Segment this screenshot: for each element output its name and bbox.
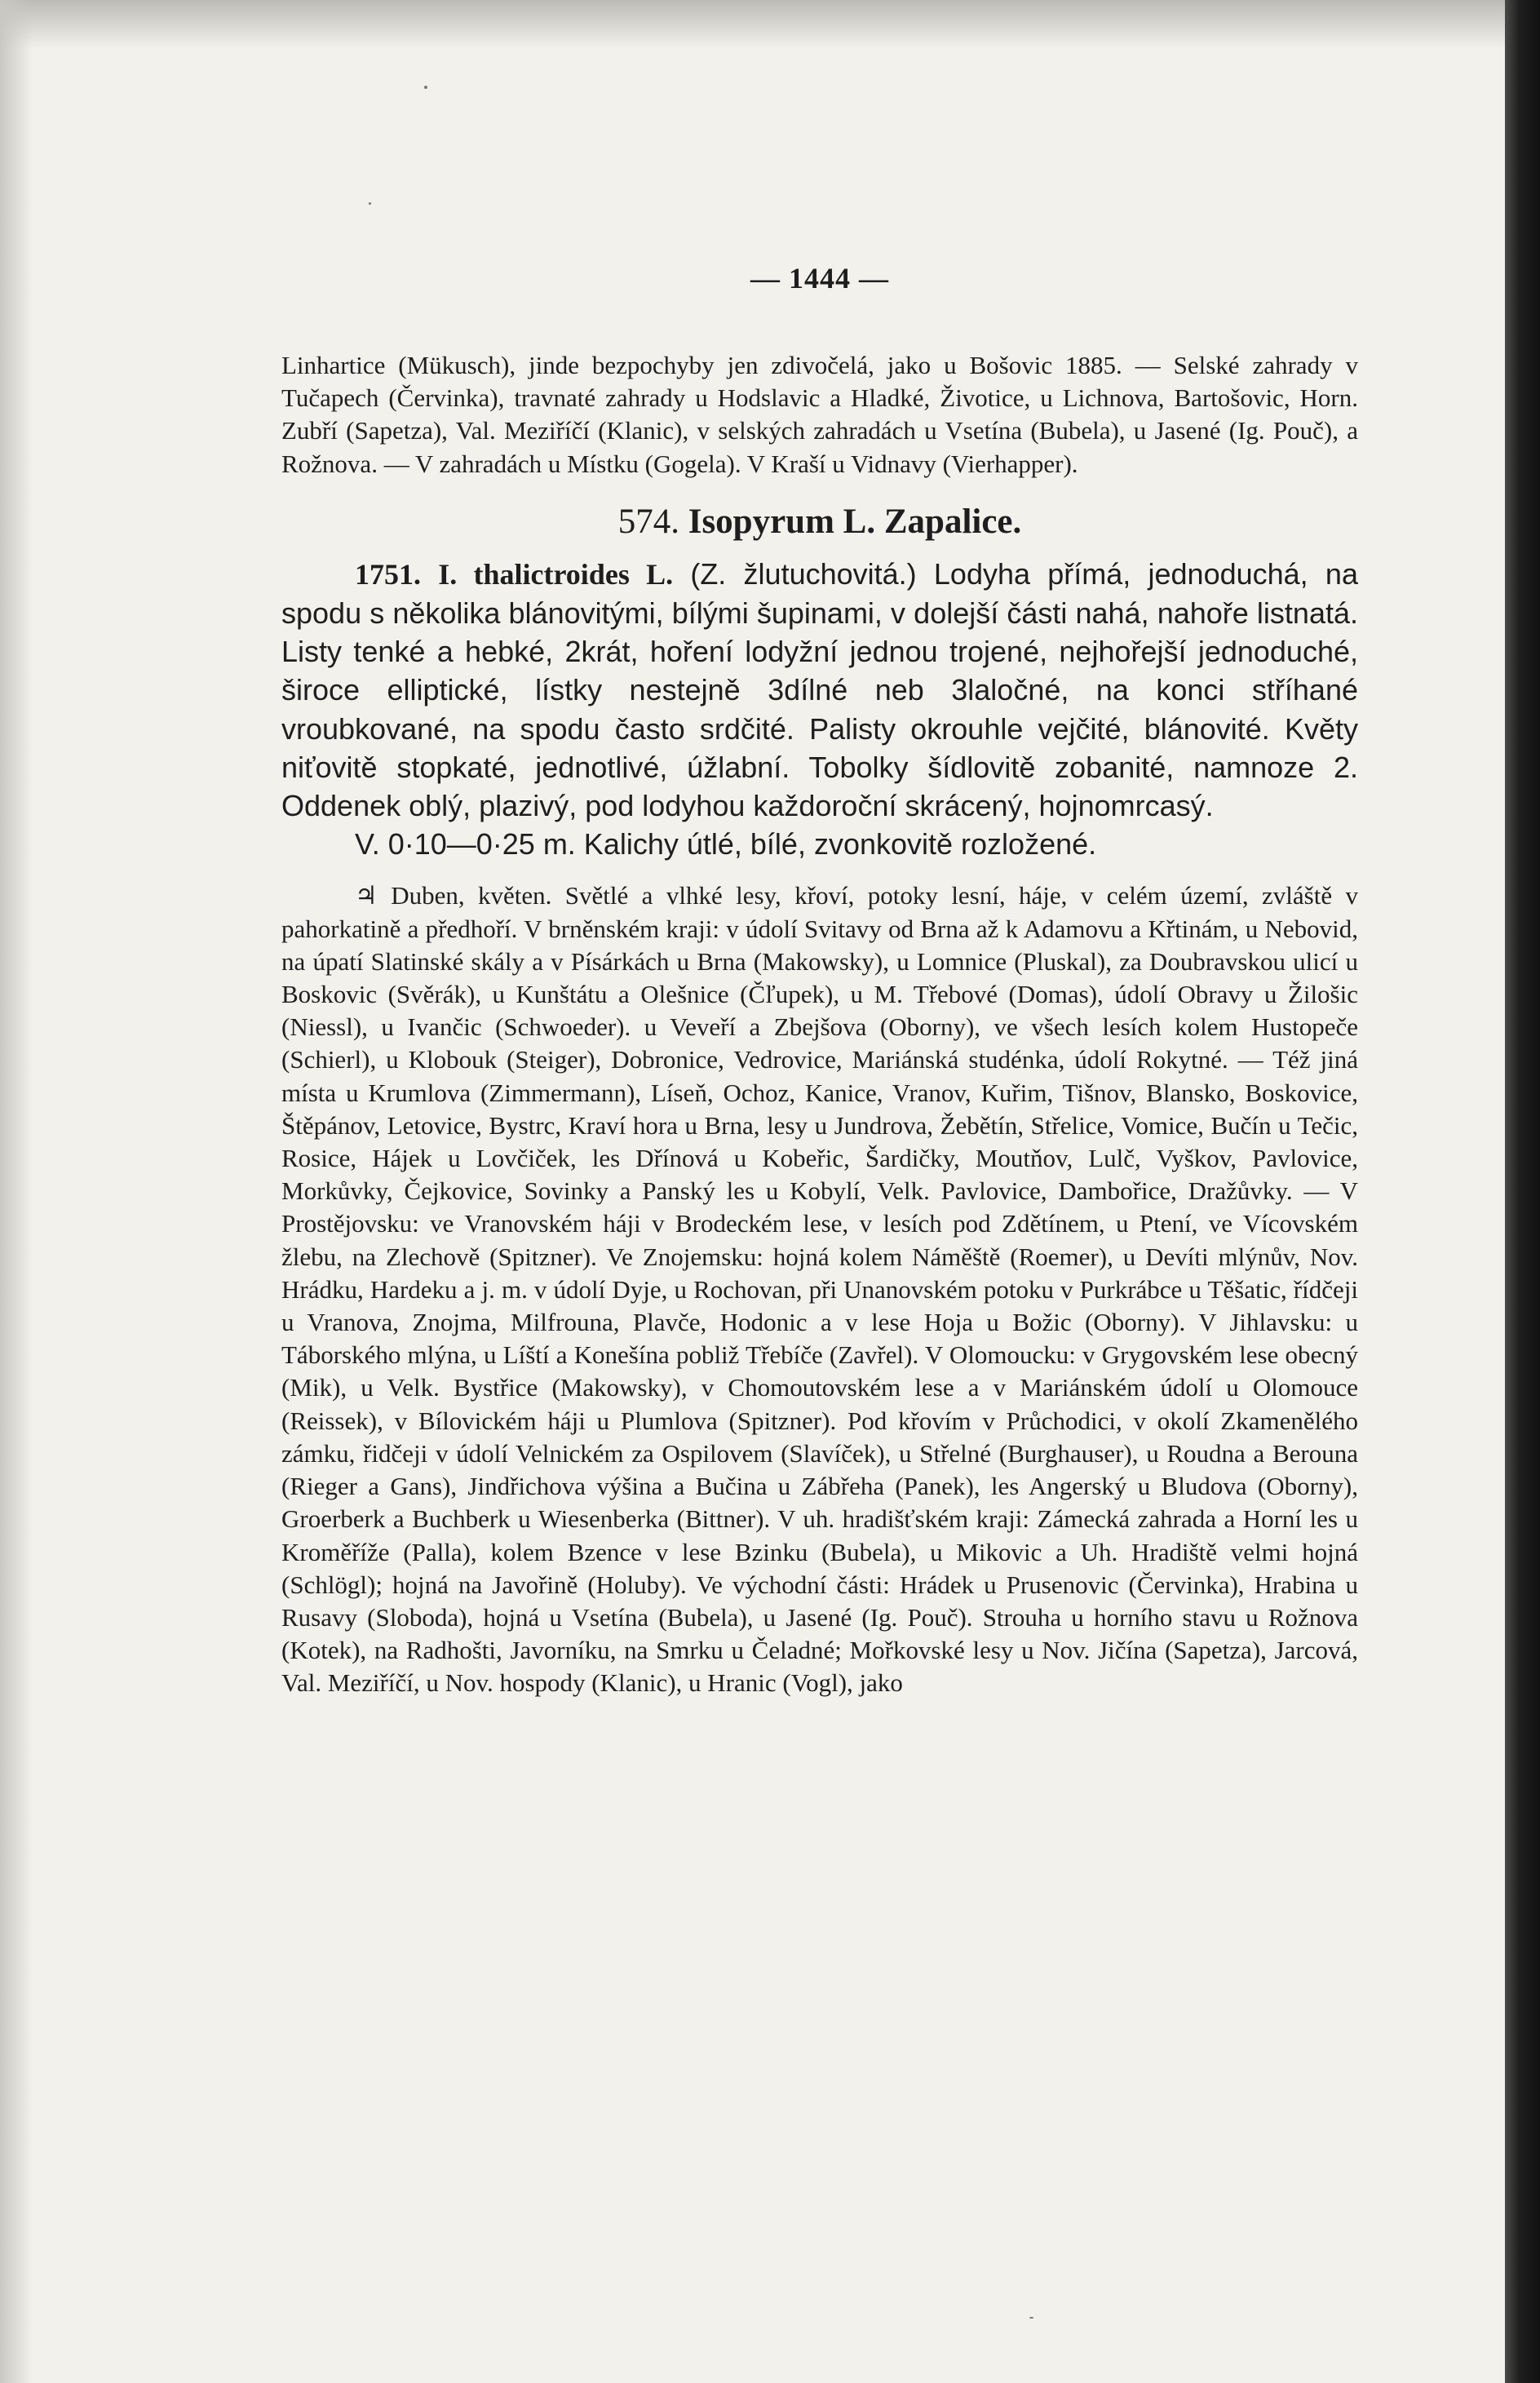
species-number: 1751. (355, 557, 421, 591)
genus-heading (281, 502, 1358, 542)
distribution-paragraph: ♃ Duben, květen. Světlé a vlhké lesy, křoví, potoky lesní, háje, v celém území, zvláště v pahorkatině a předhoří. V brněnském kraji: v údolí Svitavy od Brna až k Adamovu a Křtinám, u Nebovid, na úpatí Slatinské skály a v Písárkách u Brna (Makowsky), u Lomnice (Pluskal), za Doubravskou ulicí u Boskovic (Svěrák), u Kunštátu a Olešnice (Čľupek), u M. Třebové (Domas), údolí Obravy u Žilošic (Niessl), u Ivančic (Schwoeder). u Veveří a Zbejšova (Oborny), ve všech lesích kolem Hustopeče (Schierl), u Klobouk (Steiger), Dobronice, Vedrovice, Mariánská studénka, údolí Rokytné. — Též jiná místa u Krumlova (Zimmermann), Líseň, Ochoz, Kanice, Vranov, Kuřim, Tišnov, Blansko, Boskovice, Štěpánov, Letovice, Bystrc, Kraví hora u Brna, lesy u Jundrova, Žebětín, Střelice, Vomice, Bučín u Tečic, Rosice, Hájek u Lovčiček, les Dřínová u Kobeřic, Šardičky, Moutňov, Lulč, Vyškov, Pavlovice, Morkůvky, Čejkovice, Sovinky a Panský les u Kobylí, Velk. Pavlovice, Dambořice, Dražůvky. — V Prostějovsku: ve Vranovském háji v Brodeckém lese, v lesích pod Zdětínem, u Ptení, ve Vícovském žlebu, na Zlechově (Spitzner). Ve Znojemsku: hojná kolem Náměště (Roemer), u Devíti mlýnův, Nov. Hrádku, Hardeku a j. m. v údolí Dyje, u Rochovan, při Unanovském potoku v Purkrábce u Těšatic, řídčeji u Vranova, Znojma, Milfrouna, Plavče, Hodonic a v lese Hoja u Božic (Oborny). V Jihlavsku: u Táborského mlýna, u Líští a Konešína pobliž Třebíče (Zavřel). V Olomoucku: v Grygovském lese obecný (Mik), u Velk. Bystřice (Makowsky), v Chomoutovském lese a v Mariánském údolí u Olomouce (Reissek), v Bílovickém háji u Plumlova (Spitzner). Pod křovím v Průchodici, v okolí Zkamenělého zámku, řidčeji v údolí Velnickém za Ospilovem (Slavíček), u Střelné (Burghauser), u Roudna a Berouna (Rieger a Gans), Jindřichova výšina a Bučina u Zábřeha (Panek), les Angerský u Bludova (Oborny), Groerberk a Buchberk u Wiesenberka (Bittner). V uh. hradišťském kraji: Zámecká zahrada a Horní les u Kroměříže (Palla), kolem Bzence v lese Bzinku (Bubela), u Mikovic a Uh. Hradiště velmi hojná (Schlögl); hojná na Javořině (Holuby). Ve východní části: Hrádek u Prusenovic (Červinka), Hrabina u Rusavy (Sloboda), hojná u Vsetína (Bubela), u Jasené (Ig. Pouč). Strouha u horního stavu u Rožnova (Kotek), na Radhošti, Javorníku, na Smrku u Čeladné; Mořkovské lesy u Nov. Jičína (Sapetza), Jarcová, Val. Meziříčí, u Nov. hospody (Klanic), u Hranic (Vogl), jako (281, 881, 1358, 1698)
page-number: — 1444 — (750, 262, 889, 295)
species-description (281, 555, 1358, 825)
species-text: (Z. žlutuchovitá.) Lodyha přímá, jednoduchá, na spodu s několika blánovitými, bílými šupinami, v dolejší části nahá, nahoře listnatá. Listy tenké a hebké, 2krát, hoření lodyžní jednou trojené, nejhořejší jednoduché, široce elliptické, lístky nestejně 3dílné neb 3laločné, na konci stříhané vroubkované, na spodu často srdčité. Palisty okrouhle vejčité, blánovité. Květy niťovitě stopkaté, jednotlivé, úžlabní. Tobolky šídlovitě zobanité, namnoze 2. Oddenek oblý, plazivý, pod lodyhou každoroční skrácený, hojnomrcasý. (281, 556, 1358, 823)
species-name: I. thalictroides L. (438, 557, 674, 591)
genus-number: 574. (617, 502, 679, 541)
species-size: V. 0·10—0·25 m. Kalichy útlé, bílé, zvonkovitě rozložené. (355, 827, 1097, 862)
intro-paragraph: Linhartice (Mükusch), jinde bezpochyby jen zdivočelá, jako u Bošovic 1885. — Selské zahrady v Tučapech (Červinka), travnaté zahrady u Hodslavic a Hladké, Životice, u Lichnova, Bartošovic, Horn. Zubří (Sapetza), Val. Meziříčí (Klanic), v selských zahradách u Vsetína (Bubela), u Jasené (Ig. Pouč), a Rožnova. — V zahradách u Místku (Gogela). V Kraší u Vidnavy (Vierhapper). (281, 351, 1358, 478)
genus-czech-name: Zapalice. (883, 502, 1022, 541)
speck-mark (1029, 2317, 1033, 2319)
genus-name: Isopyrum L. (688, 502, 876, 541)
scan-border (1505, 0, 1540, 2383)
page-content (281, 261, 1358, 1700)
speck-mark (369, 202, 371, 205)
speck-mark (424, 86, 427, 89)
